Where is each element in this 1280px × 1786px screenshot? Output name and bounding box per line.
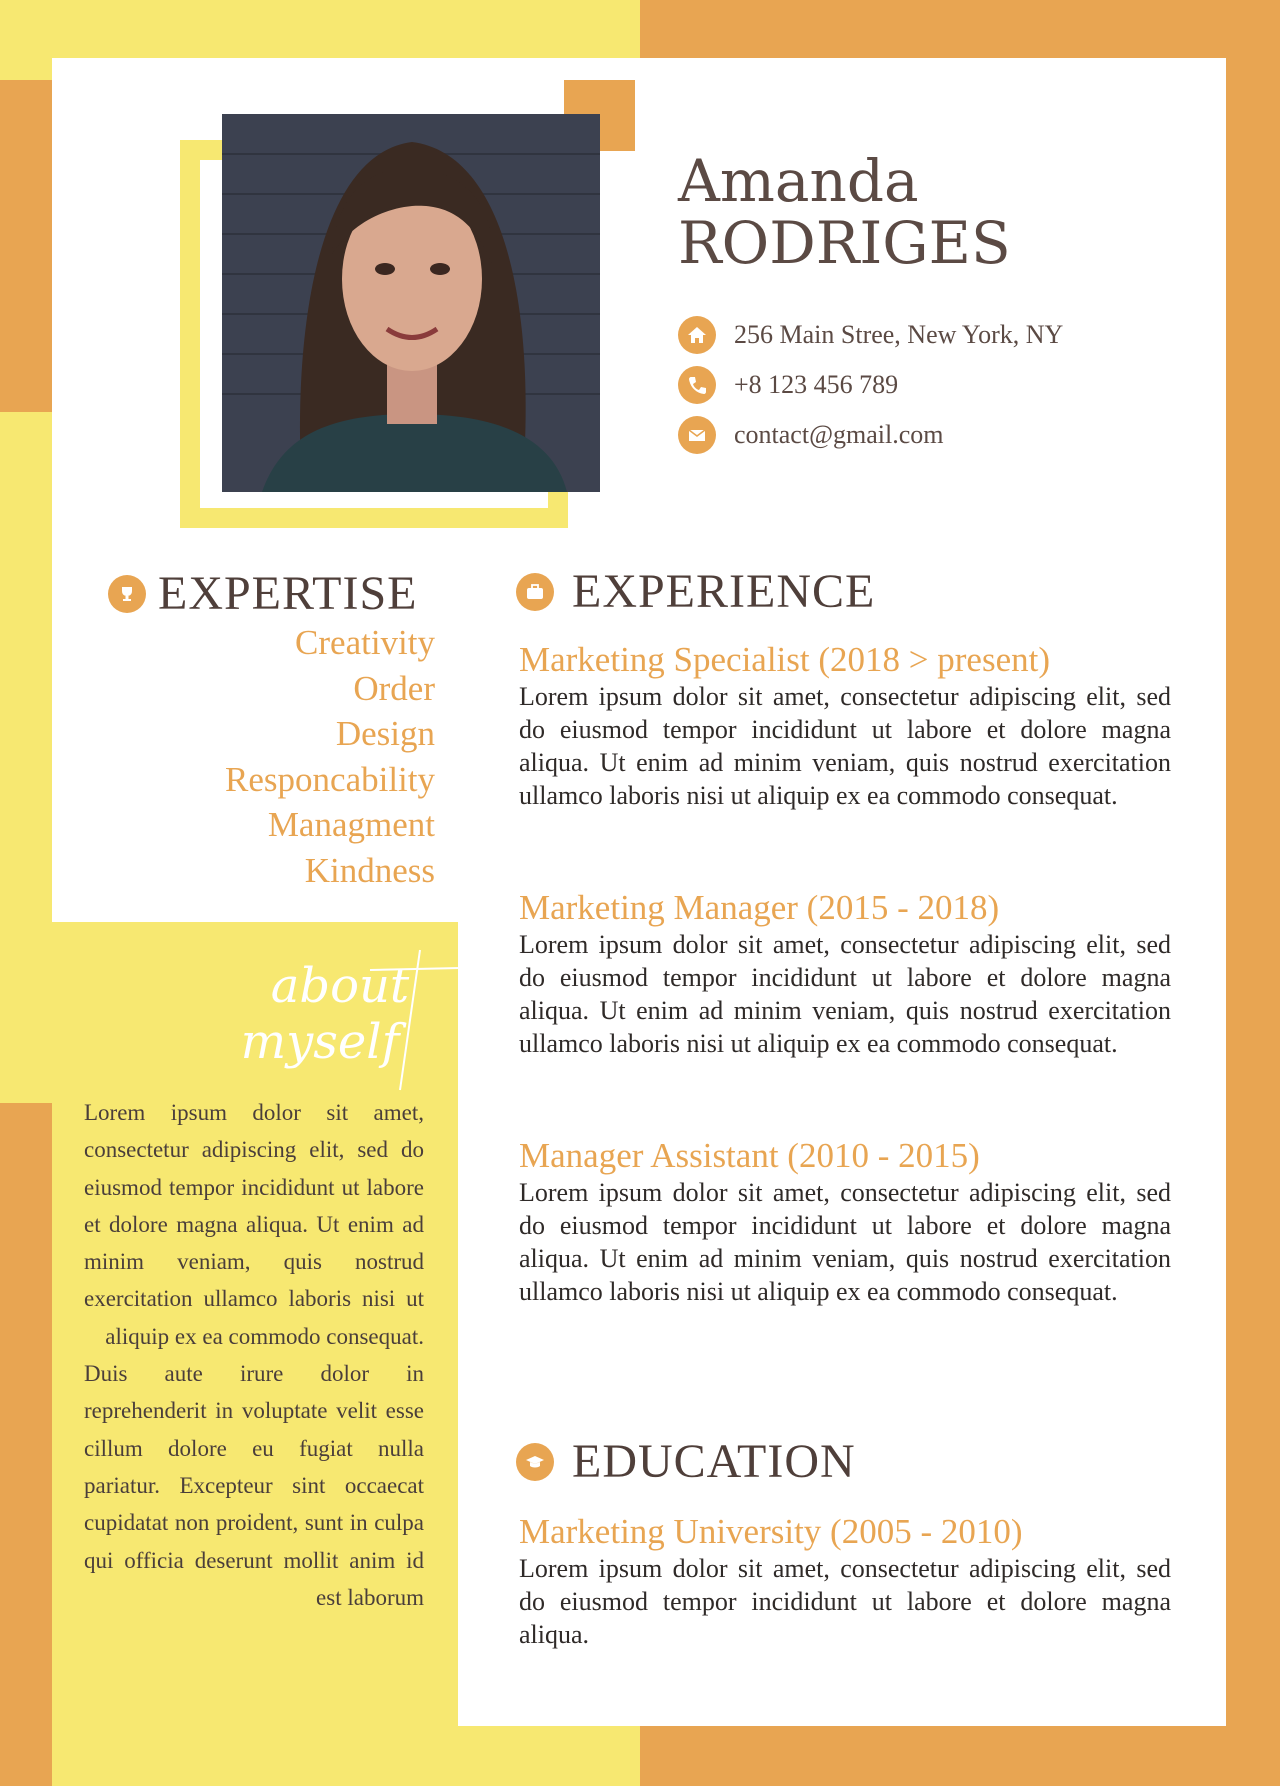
last-name: RODRIGES <box>678 209 1011 277</box>
education-description: Lorem ipsum dolor sit amet, consectetur adipiscing elit, sed do eiusmod tempor incididunt ut labore et dolore magna aliqua. <box>519 1554 1171 1649</box>
job-description: Lorem ipsum dolor sit amet, consectetur adipiscing elit, sed do eiusmod tempor incididunt ut labore et dolore magna aliqua. Ut enim ad minim veniam, quis nostrud exercitation ullamco laboris nisi ut aliquip ex ea commodo consequat. <box>519 682 1171 810</box>
contact-email <box>678 416 944 454</box>
job-title: Marketing Manager (2015 - 2018) <box>519 888 1000 927</box>
job-title: Manager Assistant (2010 - 2015) <box>519 1136 980 1175</box>
first-name: Amanda <box>678 147 919 215</box>
job-entry <box>519 1136 1171 1308</box>
profile-photo <box>222 114 600 492</box>
education-title-line: Marketing University (2005 - 2010) <box>519 1512 1023 1551</box>
education-heading <box>516 1434 856 1489</box>
expertise-item: Kindness <box>304 850 435 890</box>
bg-orange-left-strip-top <box>0 80 52 412</box>
profile-photo-image <box>222 114 600 492</box>
about-script-line1: about <box>270 958 410 1014</box>
address-text: 256 Main Stree, New York, NY <box>734 320 1064 349</box>
about-text <box>84 1094 424 1616</box>
education-entry <box>519 1512 1171 1651</box>
envelope-icon <box>678 416 716 454</box>
email-text: contact@gmail.com <box>734 420 944 449</box>
expertise-item: Managment <box>267 805 435 844</box>
contact-address <box>678 316 1063 354</box>
expertise-item: Design <box>335 714 435 753</box>
job-description: Lorem ipsum dolor sit amet, consectetur adipiscing elit, sed do eiusmod tempor incididunt ut labore et dolore magna aliqua. Ut enim ad minim veniam, quis nostrud exercitation ullamco laboris nisi ut aliquip ex ea commodo consequat. <box>519 1178 1171 1306</box>
expertise-heading <box>108 566 417 621</box>
trophy-icon <box>108 575 146 613</box>
about-script-line2: myself <box>240 1014 400 1070</box>
graduation-cap-icon <box>516 1443 554 1481</box>
expertise-list <box>225 620 435 893</box>
briefcase-icon <box>516 573 554 611</box>
expertise-item: Creativity <box>295 623 435 662</box>
job-entry <box>519 888 1171 1060</box>
education-title: EDUCATION <box>572 1435 856 1488</box>
expertise-item: Order <box>353 668 435 708</box>
experience-title: EXPERIENCE <box>572 565 876 618</box>
expertise-item: Responcability <box>225 759 435 799</box>
experience-heading <box>516 564 875 619</box>
home-icon <box>678 316 716 354</box>
job-entry <box>519 640 1171 812</box>
about-paragraph-2: Duis aute irure dolor in reprehenderit in voluptate velit esse cillum dolore eu fugiat nulla pariatur. Excepteur sint occaecat cupidatat non proident, sunt in culpa qui officia deserunt mollit anim id est laborum <box>84 1361 424 1610</box>
job-description: Lorem ipsum dolor sit amet, consectetur adipiscing elit, sed do eiusmod tempor incididunt ut labore et dolore magna aliqua. Ut enim ad minim veniam, quis nostrud exercitation ullamco laboris nisi ut aliquip ex ea commodo consequat. <box>519 930 1171 1058</box>
about-myself-script-title <box>200 940 470 1100</box>
phone-text: +8 123 456 789 <box>734 370 899 399</box>
phone-icon <box>678 366 716 404</box>
job-title: Marketing Specialist (2018 > present) <box>519 640 1050 679</box>
contact-phone <box>678 366 898 404</box>
bg-orange-left-strip-bottom <box>0 1103 52 1786</box>
about-paragraph-1: Lorem ipsum dolor sit amet, consectetur adipiscing elit, sed do eiusmod tempor incididunt ut labore et dolore magna aliqua. Ut enim ad minim veniam, quis nostrud exercitation ullamco laboris nisi ut aliquip ex ea commodo consequat. <box>84 1100 424 1349</box>
expertise-title: EXPERTISE <box>158 567 418 620</box>
